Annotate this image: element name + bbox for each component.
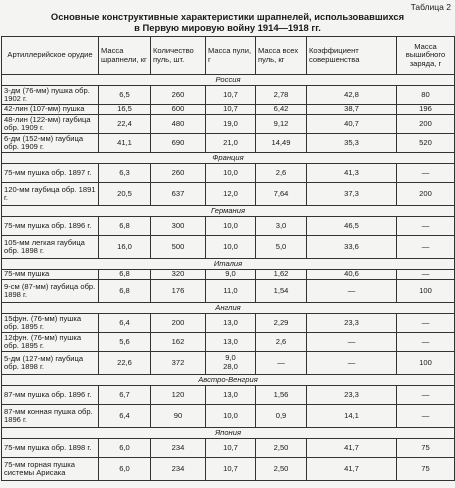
cell-charge: —	[397, 405, 455, 428]
country-row	[2, 153, 455, 164]
cell-bullet	[206, 352, 256, 375]
cell-gun: 15фун. (76-мм) пушка обр. 1895 г.	[2, 314, 99, 333]
cell-total: 5,0	[256, 236, 307, 259]
table-row	[2, 352, 455, 375]
cell-charge: —	[397, 386, 455, 405]
cell-bullet: 21,0	[206, 134, 256, 153]
table-row	[2, 217, 455, 236]
cell-total: 3,0	[256, 217, 307, 236]
cell-count: 234	[151, 458, 206, 481]
cell-coef: 33,6	[307, 236, 397, 259]
country-row	[2, 428, 455, 439]
cell-charge: 196	[397, 105, 455, 115]
col-header-artillery: Артиллерийское орудие	[2, 37, 99, 75]
title-line-1: Основные конструктивные характеристики шрапнелей, использовавшихся	[50, 11, 405, 22]
cell-total: 14,49	[256, 134, 307, 153]
cell-gun: 87-мм пушка обр. 1896 г.	[2, 386, 99, 405]
cell-mass: 20,5	[99, 183, 151, 206]
cell-count: 500	[151, 236, 206, 259]
col-header-total-mass: Масса всех пуль, кг	[256, 37, 307, 75]
country-name: Франция	[2, 153, 455, 164]
table-row	[2, 314, 455, 333]
cell-mass: 41,1	[99, 134, 151, 153]
cell-gun: 12фун. (76-мм) пушка обр. 1895 г.	[2, 333, 99, 352]
country-name: Германия	[2, 206, 455, 217]
cell-bullet: 13,0	[206, 333, 256, 352]
cell-bullet: 10,0	[206, 236, 256, 259]
col-header-coefficient: Коэффициент совершенства	[307, 37, 397, 75]
cell-mass: 6,0	[99, 439, 151, 458]
country-row	[2, 259, 455, 270]
table-row	[2, 386, 455, 405]
cell-gun: 42-лин (107-мм) пушка	[2, 105, 99, 115]
cell-charge: 200	[397, 183, 455, 206]
country-row	[2, 375, 455, 386]
cell-coef: 41,7	[307, 439, 397, 458]
cell-total: 1,56	[256, 386, 307, 405]
cell-coef: 40,6	[307, 270, 397, 280]
cell-mass: 5,6	[99, 333, 151, 352]
cell-coef: 23,3	[307, 386, 397, 405]
cell-gun: 87-мм конная пушка обр. 1896 г.	[2, 405, 99, 428]
cell-coef: 35,3	[307, 134, 397, 153]
cell-total: 6,42	[256, 105, 307, 115]
cell-bullet: 10,0	[206, 405, 256, 428]
country-name: Япония	[2, 428, 455, 439]
cell-mass: 6,8	[99, 217, 151, 236]
cell-gun: 5-дм (127-мм) гаубица обр. 1898 г.	[2, 352, 99, 375]
col-header-charge: Масса вышибного заряда, г	[397, 37, 455, 75]
cell-count: 234	[151, 439, 206, 458]
cell-total: 1,54	[256, 280, 307, 303]
cell-total: 2,6	[256, 333, 307, 352]
cell-coef: 37,3	[307, 183, 397, 206]
cell-charge: 80	[397, 86, 455, 105]
cell-charge: —	[397, 333, 455, 352]
cell-mass: 6,5	[99, 86, 151, 105]
cell-bullet: 9,0	[206, 270, 256, 280]
cell-bullet-value: 9,0	[225, 353, 236, 363]
cell-total: 7,64	[256, 183, 307, 206]
table-title	[0, 11, 455, 33]
cell-mass: 6,4	[99, 405, 151, 428]
table-row	[2, 439, 455, 458]
cell-gun: 105-мм легкая гаубица обр. 1898 г.	[2, 236, 99, 259]
cell-gun: 48-лин (122-мм) гаубица обр. 1909 г.	[2, 115, 99, 134]
cell-bullet: 13,0	[206, 314, 256, 333]
cell-total: 9,12	[256, 115, 307, 134]
country-row	[2, 303, 455, 314]
cell-count: 300	[151, 217, 206, 236]
cell-bullet: 10,7	[206, 86, 256, 105]
title-line-2: в Первую мировую войну 1914—1918 гг.	[134, 22, 321, 33]
cell-charge: 520	[397, 134, 455, 153]
cell-gun: 3-дм (76-мм) пушка обр. 1902 г.	[2, 86, 99, 105]
country-name: Англия	[2, 303, 455, 314]
cell-charge: —	[397, 217, 455, 236]
cell-count: 637	[151, 183, 206, 206]
cell-mass: 6,0	[99, 458, 151, 481]
cell-charge: 200	[397, 115, 455, 134]
cell-bullet: 10,0	[206, 164, 256, 183]
cell-count: 372	[151, 352, 206, 375]
header-row	[2, 37, 455, 75]
cell-charge: —	[397, 314, 455, 333]
country-name: Италия	[2, 259, 455, 270]
cell-charge: —	[397, 164, 455, 183]
cell-mass: 6,8	[99, 270, 151, 280]
cell-count: 162	[151, 333, 206, 352]
cell-charge: 100	[397, 280, 455, 303]
cell-charge: —	[397, 236, 455, 259]
cell-count: 260	[151, 86, 206, 105]
country-row	[2, 206, 455, 217]
table-row	[2, 115, 455, 134]
cell-bullet: 13,0	[206, 386, 256, 405]
cell-coef: —	[307, 352, 397, 375]
cell-bullet: 10,7	[206, 458, 256, 481]
cell-charge: 75	[397, 458, 455, 481]
cell-mass: 22,6	[99, 352, 151, 375]
cell-coef: 38,7	[307, 105, 397, 115]
cell-bullet: 19,0	[206, 115, 256, 134]
cell-gun: 75-мм пушка обр. 1896 г.	[2, 217, 99, 236]
table-row	[2, 270, 455, 280]
cell-coef: 41,7	[307, 458, 397, 481]
cell-mass: 6,4	[99, 314, 151, 333]
cell-total: 2,50	[256, 439, 307, 458]
country-name: Россия	[2, 75, 455, 86]
cell-mass: 6,3	[99, 164, 151, 183]
cell-coef: —	[307, 333, 397, 352]
cell-total: 0,9	[256, 405, 307, 428]
table-row	[2, 333, 455, 352]
cell-bullet-value-2: 28,0	[223, 362, 238, 371]
cell-total: 1,62	[256, 270, 307, 280]
cell-charge: 100	[397, 352, 455, 375]
cell-bullet: 10,7	[206, 439, 256, 458]
cell-bullet: 10,7	[206, 105, 256, 115]
cell-gun: 6-дм (152-мм) гаубица обр. 1909 г.	[2, 134, 99, 153]
cell-gun: 75-мм горная пушка системы Арисака	[2, 458, 99, 481]
cell-coef: 14,1	[307, 405, 397, 428]
table-row	[2, 86, 455, 105]
table-row	[2, 280, 455, 303]
cell-count: 480	[151, 115, 206, 134]
cell-bullet: 11,0	[206, 280, 256, 303]
cell-coef: 42,8	[307, 86, 397, 105]
cell-gun: 120-мм гаубица обр. 1891 г.	[2, 183, 99, 206]
cell-coef: 46,5	[307, 217, 397, 236]
cell-mass: 16,5	[99, 105, 151, 115]
cell-total: 2,6	[256, 164, 307, 183]
shrapnel-table	[1, 36, 455, 481]
cell-coef: 40,7	[307, 115, 397, 134]
cell-count: 120	[151, 386, 206, 405]
cell-count: 600	[151, 105, 206, 115]
cell-charge: 75	[397, 439, 455, 458]
cell-coef: 23,3	[307, 314, 397, 333]
table-row	[2, 105, 455, 115]
cell-charge: —	[397, 270, 455, 280]
cell-count: 260	[151, 164, 206, 183]
cell-total: 2,78	[256, 86, 307, 105]
cell-count: 90	[151, 405, 206, 428]
cell-count: 200	[151, 314, 206, 333]
table-body	[2, 75, 455, 481]
cell-mass: 6,7	[99, 386, 151, 405]
cell-total: 2,50	[256, 458, 307, 481]
cell-total: 2,29	[256, 314, 307, 333]
table-row	[2, 164, 455, 183]
cell-gun: 75-мм пушка обр. 1898 г.	[2, 439, 99, 458]
cell-gun: 75-мм пушка обр. 1897 г.	[2, 164, 99, 183]
table-row	[2, 236, 455, 259]
table-row	[2, 134, 455, 153]
cell-coef: —	[307, 280, 397, 303]
table-row	[2, 458, 455, 481]
cell-mass: 22,4	[99, 115, 151, 134]
col-header-count: Количество пуль, шт.	[151, 37, 206, 75]
country-row	[2, 75, 455, 86]
cell-bullet: 12,0	[206, 183, 256, 206]
cell-mass: 16,0	[99, 236, 151, 259]
country-name: Австро-Венгрия	[2, 375, 455, 386]
cell-bullet: 10,0	[206, 217, 256, 236]
cell-gun: 75-мм пушка	[2, 270, 99, 280]
table-number-label: Таблица 2	[410, 2, 451, 12]
table-row	[2, 183, 455, 206]
cell-total: —	[256, 352, 307, 375]
col-header-mass: Масса шрапнели, кг	[99, 37, 151, 75]
cell-mass: 6,8	[99, 280, 151, 303]
table-row	[2, 405, 455, 428]
cell-coef: 41,3	[307, 164, 397, 183]
col-header-bullet-mass: Масса пули, г	[206, 37, 256, 75]
cell-gun: 9-см (87-мм) гаубица обр. 1898 г.	[2, 280, 99, 303]
cell-count: 320	[151, 270, 206, 280]
cell-count: 176	[151, 280, 206, 303]
cell-count: 690	[151, 134, 206, 153]
